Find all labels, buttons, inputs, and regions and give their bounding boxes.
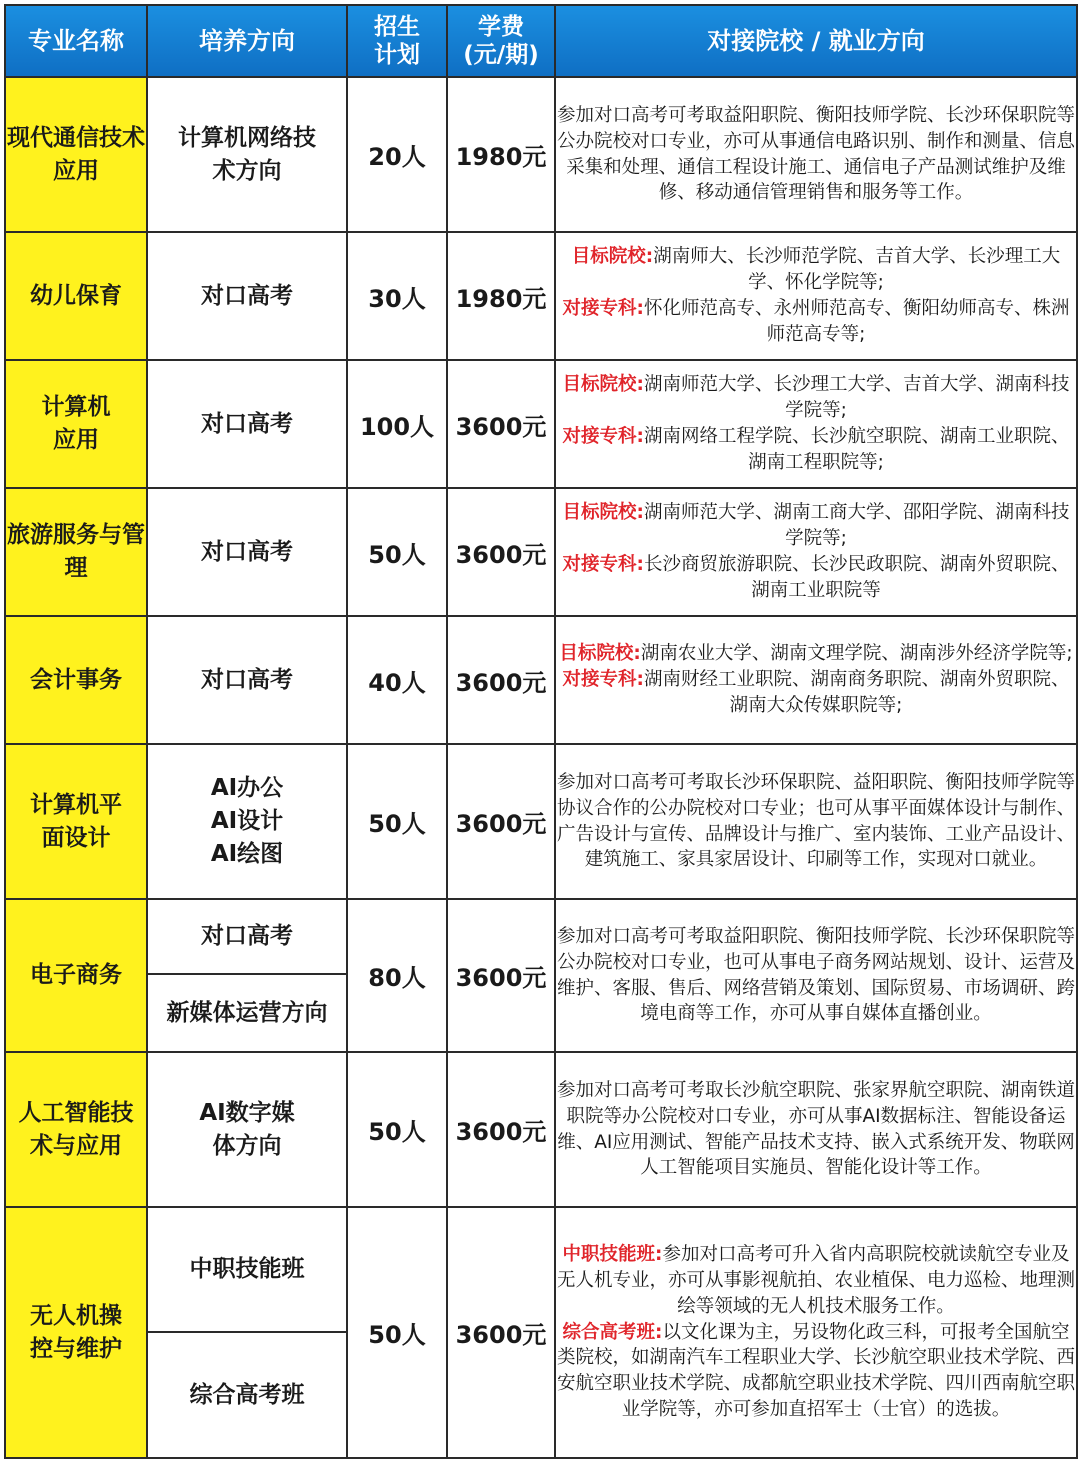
- major-name: 旅游服务与管理: [5, 488, 147, 616]
- target-text: 湖南师范大学、长沙理工大学、吉首大学、湖南科技学院等;: [643, 374, 1070, 422]
- enrollment-plan: 50人: [347, 1052, 447, 1207]
- training-direction: 对口高考: [147, 899, 347, 974]
- training-direction: 中职技能班: [147, 1207, 347, 1332]
- description: [555, 616, 1077, 744]
- header-fee-line2: (元/期): [463, 42, 539, 68]
- college-label: 对接专科:: [562, 554, 644, 575]
- table-row: [5, 899, 1077, 974]
- college-label: 对接专科:: [562, 669, 644, 691]
- college-text: 怀化师范高专、永州师范高专、衡阳幼师高专、株洲师范高专等;: [643, 298, 1070, 345]
- table-row: [5, 1052, 1077, 1207]
- header-target: 对接院校 / 就业方向: [555, 5, 1077, 77]
- major-name: 幼儿保育: [5, 232, 147, 360]
- table-row: [5, 232, 1077, 360]
- description: 参加对口高考可考取长沙航空职院、张家界航空职院、湖南铁道职院等办公院校对口专业，亦可从事AI数据标注、智能设备运维、AI应用测试、智能产品技术支持、嵌入式系统开发、物联网人工智能项目实施员、智能化设计等工作。: [555, 1052, 1077, 1207]
- target-label: 目标院校:: [562, 374, 644, 396]
- enrollment-plan: 100人: [347, 360, 447, 488]
- target-label: 目标院校:: [559, 643, 641, 665]
- description: [555, 1207, 1077, 1458]
- table-row: [5, 1207, 1077, 1332]
- comprehensive-class: [556, 1320, 1076, 1423]
- target-text: 湖南师大、长沙师范学院、吉首大学、长沙理工大学、怀化学院等;: [653, 246, 1061, 294]
- tuition-fee: 3600元: [447, 616, 555, 744]
- description: [555, 232, 1077, 360]
- direction-line: AI办公: [210, 775, 284, 801]
- enrollment-table: [4, 4, 1078, 1459]
- enrollment-plan: 40人: [347, 616, 447, 744]
- college-schools: [556, 424, 1076, 476]
- target-text: 湖南农业大学、湖南文理学院、湖南涉外经济学院等;: [640, 643, 1073, 665]
- major-name: 电子商务: [5, 899, 147, 1052]
- tuition-fee: 3600元: [447, 360, 555, 488]
- table-row: [5, 616, 1077, 744]
- college-text: 湖南网络工程学院、长沙航空职院、湖南工业职院、湖南工程职院等;: [643, 426, 1070, 473]
- target-schools: [556, 500, 1076, 552]
- training-direction: 综合高考班: [147, 1332, 347, 1458]
- tuition-fee: 3600元: [447, 1052, 555, 1207]
- enrollment-plan: 50人: [347, 744, 447, 899]
- comprehensive-text: 以文化课为主，另设物化政三科，可报考全国航空类院校，如湖南汽车工程职业大学、长沙航空职业技术学院、西安航空职业技术学院、成都航空职业技术学院、四川西南航空职业学院等，亦可参加直招军士（士官）的选拔。: [556, 1321, 1075, 1420]
- college-text: 湖南财经工业职院、湖南商务职院、湖南外贸职院、湖南大众传媒职院等;: [643, 669, 1070, 716]
- major-name: 计算机平面设计: [5, 744, 147, 899]
- college-label: 对接专科:: [562, 298, 644, 319]
- training-direction: 新媒体运营方向: [147, 974, 347, 1052]
- description: [555, 360, 1077, 488]
- skill-class: [556, 1242, 1076, 1319]
- college-schools: [556, 296, 1076, 348]
- college-schools: [556, 552, 1076, 604]
- description: 参加对口高考可考取益阳职院、衡阳技师学院、长沙环保职院等公办院校对口专业，也可从事电子商务网站规划、设计、运营及维护、客服、售后、网络营销及策划、国际贸易、市场调研、跨境电商等工作，亦可从事自媒体直播创业。: [555, 899, 1077, 1052]
- training-direction: 对口高考: [147, 360, 347, 488]
- comprehensive-label: 综合高考班:: [562, 1321, 663, 1343]
- tuition-fee: 1980元: [447, 232, 555, 360]
- training-direction: [147, 744, 347, 899]
- enrollment-plan: 20人: [347, 77, 447, 232]
- header-major: 专业名称: [5, 5, 147, 77]
- major-name: 计算机应用: [5, 360, 147, 488]
- target-schools: [556, 641, 1076, 667]
- header-direction: 培养方向: [147, 5, 347, 77]
- description: 参加对口高考可考取长沙环保职院、益阳职院、衡阳技师学院等协议合作的公办院校对口专业；也可从事平面媒体设计与制作、广告设计与宣传、品牌设计与推广、室内装饰、工业产品设计、建筑施工、家具家居设计、印刷等工作，实现对口就业。: [555, 744, 1077, 899]
- tuition-fee: 3600元: [447, 488, 555, 616]
- header-plan-line2: 计划: [374, 42, 420, 68]
- table-row: [5, 488, 1077, 616]
- major-name: 现代通信技术应用: [5, 77, 147, 232]
- major-name: 人工智能技术与应用: [5, 1052, 147, 1207]
- training-direction: AI数字媒体方向: [147, 1052, 347, 1207]
- table-row: [5, 744, 1077, 899]
- major-name: 无人机操控与维护: [5, 1207, 147, 1458]
- description: 参加对口高考可考取益阳职院、衡阳技师学院、长沙环保职院等公办院校对口专业，亦可从事通信电路识别、制作和测量、信息采集和处理、通信工程设计施工、通信电子产品测试维护及维修、移动通信管理销售和服务等工作。: [555, 77, 1077, 232]
- table-row: [5, 77, 1077, 232]
- direction-line: AI设计: [210, 808, 284, 834]
- skill-label: 中职技能班:: [562, 1244, 663, 1266]
- skill-text: 参加对口高考可升入省内高职院校就读航空专业及无人机专业，亦可从事影视航拍、农业植保、电力巡检、地理测绘等领域的无人机技术服务工作。: [556, 1244, 1075, 1317]
- enrollment-plan: 30人: [347, 232, 447, 360]
- description: [555, 488, 1077, 616]
- training-direction: 对口高考: [147, 232, 347, 360]
- tuition-fee: 3600元: [447, 744, 555, 899]
- header-row: [5, 5, 1077, 77]
- target-text: 湖南师范大学、湖南工商大学、邵阳学院、湖南科技学院等;: [643, 502, 1070, 550]
- training-direction: 对口高考: [147, 488, 347, 616]
- header-fee: [447, 5, 555, 77]
- target-schools: [556, 372, 1076, 424]
- enrollment-plan: 50人: [347, 1207, 447, 1458]
- enrollment-plan: 80人: [347, 899, 447, 1052]
- training-direction: 计算机网络技术方向: [147, 77, 347, 232]
- college-label: 对接专科:: [562, 426, 644, 447]
- tuition-fee: 3600元: [447, 1207, 555, 1458]
- enrollment-plan: 50人: [347, 488, 447, 616]
- tuition-fee: 1980元: [447, 77, 555, 232]
- college-schools: [556, 667, 1076, 719]
- header-fee-line1: 学费: [478, 14, 524, 40]
- major-name: 会计事务: [5, 616, 147, 744]
- tuition-fee: 3600元: [447, 899, 555, 1052]
- target-label: 目标院校:: [571, 246, 654, 268]
- header-plan-line1: 招生: [374, 14, 420, 40]
- training-direction: 对口高考: [147, 616, 347, 744]
- college-text: 长沙商贸旅游职院、长沙民政职院、湖南外贸职院、湖南工业职院等: [643, 554, 1070, 601]
- header-plan: [347, 5, 447, 77]
- direction-line: AI绘图: [210, 841, 284, 867]
- target-schools: [556, 244, 1076, 296]
- table-row: [5, 360, 1077, 488]
- target-label: 目标院校:: [562, 502, 644, 524]
